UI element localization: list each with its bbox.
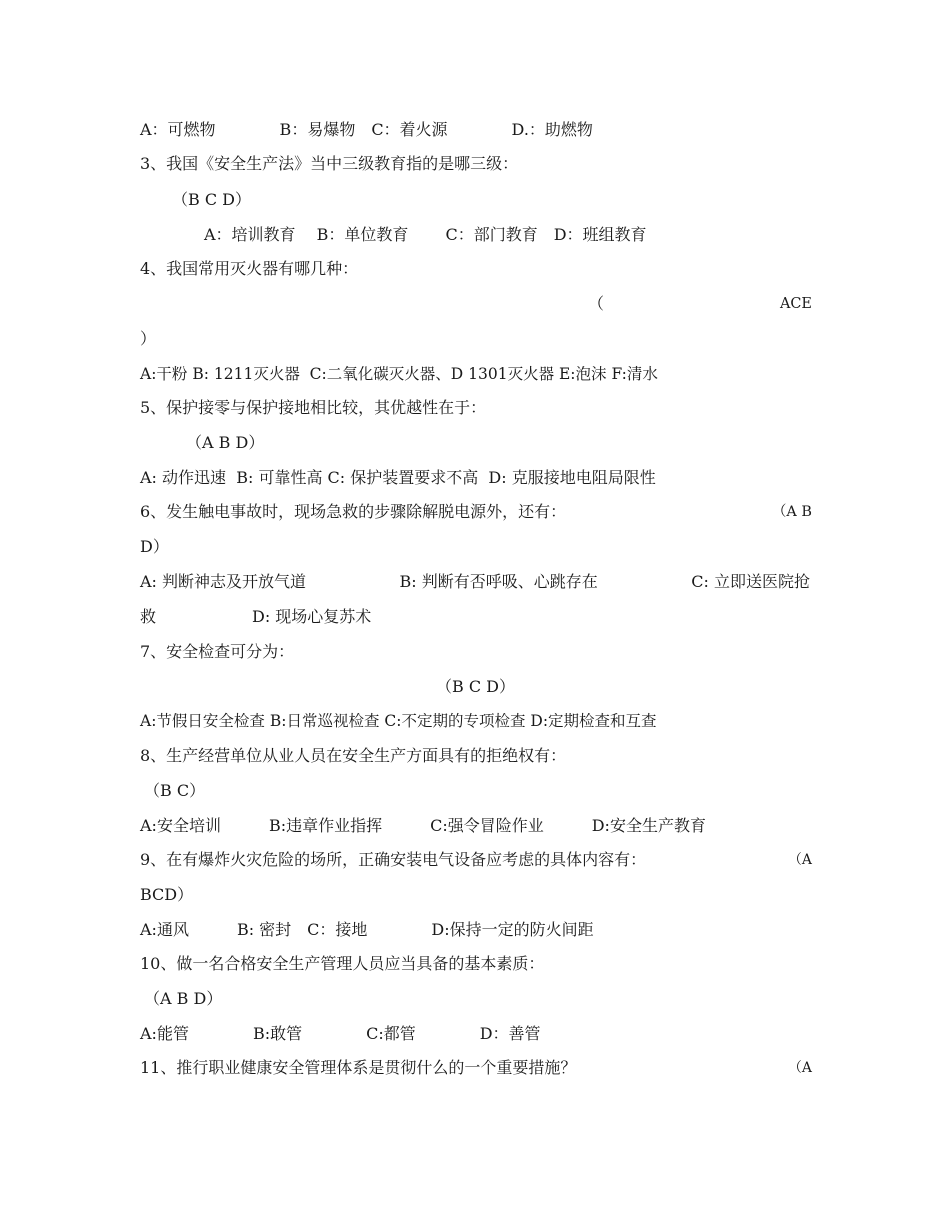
q3-answer: （B C D） bbox=[172, 190, 252, 209]
q8-options: A:安全培训 B:违章作业指挥 C:强令冒险作业 D:安全生产教育 bbox=[140, 816, 706, 835]
q11-answer: （A bbox=[788, 1060, 812, 1076]
q6-option-b: B: 判断有否呼吸、心跳存在 bbox=[399, 572, 598, 591]
q4-question: 4、我国常用灭火器有哪几种： bbox=[140, 259, 359, 278]
q9-answer: （A bbox=[788, 852, 812, 868]
q9-question: 9、在有爆炸火灾危险的场所，正确安装电气设备应考虑的具体内容有： bbox=[140, 850, 647, 869]
q3-question: 3、我国《安全生产法》当中三级教育指的是哪三级： bbox=[140, 154, 519, 173]
q11-question: 11、推行职业健康安全管理体系是贯彻什么的一个重要措施？ bbox=[140, 1058, 577, 1077]
q10-question: 10、做一名合格安全生产管理人员应当具备的基本素质： bbox=[140, 954, 545, 973]
q6-options-line2: 救 D: 现场心复苏术 bbox=[140, 607, 372, 626]
q9-options: A:通风 B: 密封 C：接地 D:保持一定的防火间距 bbox=[140, 920, 594, 939]
q10-answer: （A B D） bbox=[144, 989, 223, 1008]
q5-answer: （A B D） bbox=[186, 433, 265, 452]
q5-question: 5、保护接零与保护接地相比较，其优越性在于： bbox=[140, 398, 487, 417]
q9-answer-cont: BCD） bbox=[140, 885, 194, 904]
q7-question: 7、安全检查可分为： bbox=[140, 642, 295, 661]
q8-question: 8、生产经营单位从业人员在安全生产方面具有的拒绝权有： bbox=[140, 746, 567, 765]
q6-answer: （A B bbox=[772, 504, 812, 520]
q7-answer: （B C D） bbox=[436, 677, 516, 696]
q10-options: A:能管 B:敢管 C:都管 D：善管 bbox=[140, 1024, 541, 1043]
q8-answer: （B C） bbox=[144, 781, 206, 800]
q4-answer: ACE bbox=[780, 296, 812, 312]
q2-options: A：可燃物 B：易爆物 C：着火源 D.：助燃物 bbox=[140, 120, 593, 139]
q5-options: A: 动作迅速 B: 可靠性高 C: 保护装置要求不高 D: 克服接地电阻局限性 bbox=[140, 468, 656, 487]
q3-options: A：培训教育 B：单位教育 C：部门教育 D：班组教育 bbox=[204, 225, 647, 244]
q4-answer-close: ） bbox=[140, 329, 157, 348]
q6-question: 6、发生触电事故时，现场急救的步骤除解脱电源外，还有： bbox=[140, 502, 567, 521]
q6-option-a: A: 判断神志及开放气道 bbox=[140, 572, 307, 591]
q4-options: A:干粉 B: 1211灭火器 C:二氧化碳灭火器、D 1301灭火器 E:泡沫 F:清水 bbox=[140, 365, 658, 383]
q4-answer-open: （ bbox=[588, 294, 605, 313]
q6-answer-cont: D） bbox=[140, 537, 169, 556]
q6-option-c: C: 立即送医院抢 bbox=[691, 572, 810, 591]
q6-options-line1 bbox=[140, 572, 810, 592]
q7-options: A:节假日安全检查 B:日常巡视检查 C:不定期的专项检查 D:定期检查和互查 bbox=[140, 712, 657, 730]
